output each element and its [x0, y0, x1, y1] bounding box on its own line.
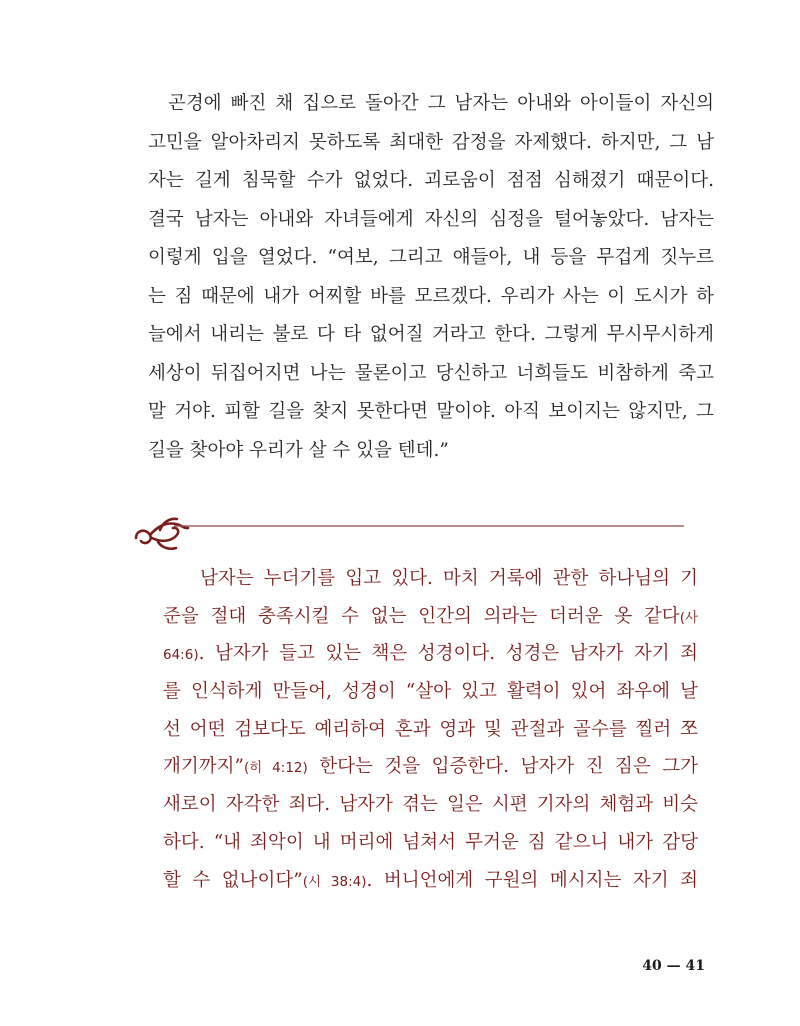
commentary-line: [163, 598, 698, 636]
commentary-text: 한다는 것을 입증한다. 남자가 진 짐은 그가: [307, 756, 698, 778]
commentary-text: . 버니언에게 구원의 메시지는 자기 죄: [366, 869, 698, 891]
commentary-block: [163, 560, 698, 899]
scripture-reference: 64:6): [163, 647, 199, 664]
scripture-reference: (사: [679, 609, 698, 626]
main-text-line: 세상이 뒤집어지면 나는 물론이고 당신하고 너희들도 비참하게 죽고: [148, 362, 714, 384]
page-number: 40 — 41: [642, 958, 705, 974]
main-text-line: 고민을 알아차리지 못하도록 최대한 감정을 자제했다. 하지만, 그 남: [148, 131, 714, 153]
main-text-line: 말 거야. 피할 길을 찾지 못한다면 말이야. 아직 보이지는 않지만, 그: [148, 401, 714, 422]
commentary-text: 개기까지”: [163, 756, 244, 778]
scripture-reference: (시 38:4): [302, 873, 367, 890]
main-text-line: 는 짐 때문에 내가 어찌할 바를 모르겠다. 우리가 사는 이 도시가 하: [148, 285, 714, 307]
commentary-text: 준을 절대 충족시킬 수 없는 인간의 의라는 더러운 옷 같다: [163, 605, 680, 627]
scripture-reference: (히 4:12): [243, 760, 308, 777]
commentary-line: 하다. “내 죄악이 내 머리에 넘쳐서 무거운 짐 같으니 내가 감당: [163, 831, 698, 853]
flourish-scroll-icon: [130, 508, 690, 554]
commentary-line: [163, 635, 698, 673]
main-text-line: 길을 찾아야 우리가 살 수 있을 텐데.”: [148, 439, 449, 461]
section-divider: [130, 508, 690, 554]
commentary-line: [163, 862, 698, 900]
commentary-text: . 남자가 들고 있는 책은 성경이다. 성경은 남자가 자기 죄: [198, 643, 698, 665]
main-text-line: 자는 길게 침묵할 수가 없었다. 괴로움이 점점 심해졌기 때문이다.: [148, 170, 714, 191]
commentary-line: 새로이 자각한 죄다. 남자가 겪는 일은 시편 기자의 체험과 비슷: [163, 794, 698, 816]
commentary-line: 를 인식하게 만들어, 성경이 “살아 있고 활력이 있어 좌우에 날: [163, 681, 698, 703]
main-text-line: 곤경에 빠진 채 집으로 돌아간 그 남자는 아내와 아이들이 자신의: [168, 93, 714, 114]
main-text-line: 늘에서 내리는 불로 다 타 없어질 거라고 한다. 그렇게 무시무시하게: [148, 324, 714, 345]
main-text-line: 결국 남자는 아내와 자녀들에게 자신의 심정을 털어놓았다. 남자는: [148, 208, 714, 230]
main-text-block: [148, 85, 714, 470]
commentary-line: [163, 748, 698, 786]
commentary-line: 남자는 누더기를 입고 있다. 마치 거룩에 관한 하나님의 기: [200, 568, 698, 589]
commentary-line: 선 어떤 검보다도 예리하여 혼과 영과 및 관절과 골수를 찔러 쪼: [163, 718, 698, 740]
commentary-text: 할 수 없나이다”: [163, 869, 303, 891]
main-text-line: 이렇게 입을 열었다. “여보, 그리고 얘들아, 내 등을 무겁게 짓누르: [148, 247, 714, 268]
